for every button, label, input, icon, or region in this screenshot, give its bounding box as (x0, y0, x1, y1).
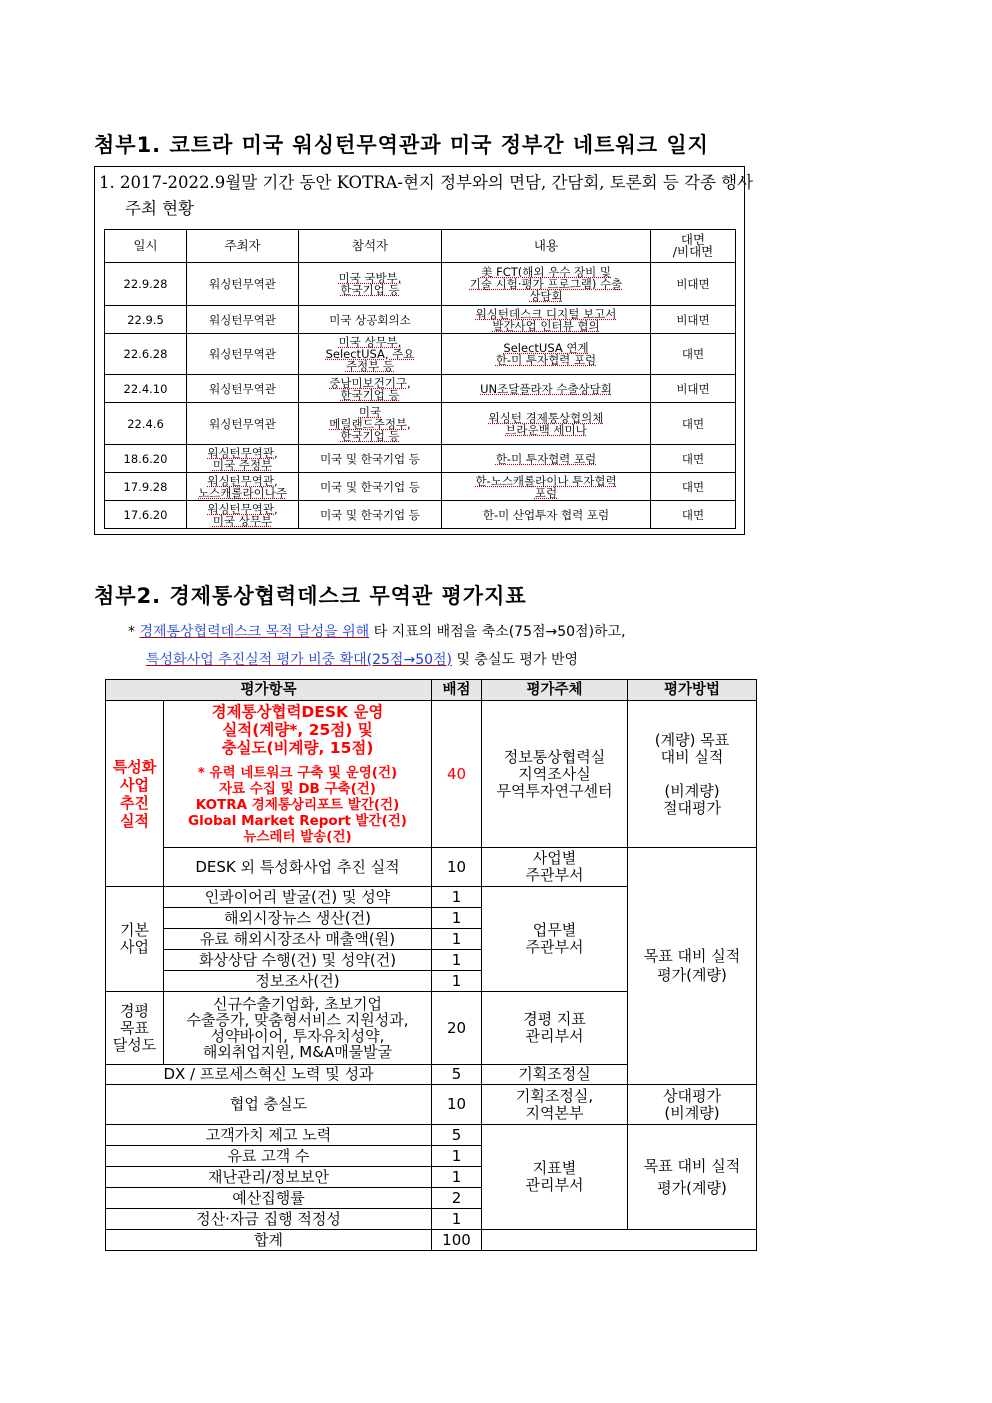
cell-host: 워싱턴무역관 (187, 306, 299, 334)
other-item: 고객가치 제고 노력 (106, 1125, 432, 1146)
table-row (106, 1085, 757, 1125)
cell-content: 워싱턴데스크 디지털 보고서 발간사업 인터뷰 협의 (442, 306, 651, 334)
note-link-weight: 특성화사업 추진실적 평가 비중 확대(25점→50점) (146, 652, 452, 668)
basic-score: 1 (432, 908, 482, 929)
table-row (106, 701, 757, 848)
other-item: 정산·자금 집행 적정성 (106, 1209, 432, 1230)
cell-mode: 대면 (651, 334, 736, 375)
other-score: 1 (432, 1209, 482, 1230)
col-item: 평가항목 (106, 680, 432, 701)
other-item: 재난관리/정보보안 (106, 1167, 432, 1188)
total-label: 합계 (106, 1230, 432, 1251)
mgmt-evaluator: 경평 지표 관리부서 (482, 992, 628, 1065)
cell-content: 한-미 투자협력 포럼 (442, 445, 651, 473)
basic-score: 1 (432, 950, 482, 971)
cell-mode: 대면 (651, 473, 736, 501)
other-item: 예산집행률 (106, 1188, 432, 1209)
network-log-box (94, 166, 754, 535)
table-row (105, 334, 736, 375)
note-text-1: 타 지표의 배점을 축소(75점→50점)하고, (369, 624, 626, 640)
cell-host: 워싱턴무역관, 미국 주정부 (187, 445, 299, 473)
desk-other-score: 10 (432, 848, 482, 887)
desk-item-title: 경제통상협력DESK 운영 실적(계량*, 25점) 및 충실도(비계량, 15점) (211, 703, 384, 757)
cell-mode: 비대면 (651, 263, 736, 306)
desk-item-score: 40 (432, 701, 482, 848)
cell-host: 워싱턴무역관, 미국 상무부 (187, 501, 299, 529)
basic-item: 유료 해외시장조사 매출액(원) (164, 929, 432, 950)
cell-attendees: 미국 및 한국기업 등 (299, 473, 442, 501)
other-evaluator: 지표별 관리부서 (482, 1125, 628, 1230)
cell-date: 17.6.20 (105, 501, 187, 529)
attachment2-heading: 첨부2. 경제통상협력데스크 무역관 평가지표 (94, 584, 527, 608)
cell-date: 22.6.28 (105, 334, 187, 375)
col-attendees: 참석자 (299, 230, 442, 263)
cell-date: 17.9.28 (105, 473, 187, 501)
cell-attendees: 중남미보건기구, 한국기업 등 (299, 375, 442, 403)
other-score: 1 (432, 1167, 482, 1188)
dx-score: 5 (432, 1065, 482, 1085)
cell-date: 22.4.10 (105, 375, 187, 403)
method-target: 목표 대비 실적 평가(계량) (628, 848, 757, 1085)
table-row (105, 501, 736, 529)
group-basic: 기본 사업 (106, 887, 164, 992)
basic-score: 1 (432, 929, 482, 950)
cell-date: 22.4.6 (105, 403, 187, 445)
table-row (105, 263, 736, 306)
collab-evaluator: 기획조정실, 지역본부 (482, 1085, 628, 1125)
cell-host: 워싱턴무역관 (187, 263, 299, 306)
table-row (106, 1125, 757, 1146)
col-method: 평가방법 (628, 680, 757, 701)
table-row (105, 445, 736, 473)
collab-method: 상대평가 (비계량) (628, 1085, 757, 1125)
note-bullet: * (128, 624, 135, 640)
table-row (106, 848, 757, 887)
cell-content: SelectUSA 연계 한-미 투자협력 포럼 (442, 334, 651, 375)
table-row (105, 473, 736, 501)
mgmt-score: 20 (432, 992, 482, 1065)
basic-item: 인콰이어리 발굴(건) 및 성약 (164, 887, 432, 908)
cell-host: 워싱턴무역관, 노스캐롤라이나주 (187, 473, 299, 501)
desk-item-evaluator: 정보통상협력실 지역조사실 무역투자연구센터 (482, 701, 628, 848)
cell-content: 한-미 산업투자 협력 포럼 (442, 501, 651, 529)
cell-attendees: 미국 국방부, 한국기업 등 (299, 263, 442, 306)
dx-item: DX / 프로세스혁신 노력 및 성과 (106, 1065, 432, 1085)
basic-evaluator: 업무별 주관부서 (482, 887, 628, 992)
basic-item: 정보조사(건) (164, 971, 432, 992)
table-row (105, 375, 736, 403)
cell-host: 워싱턴무역관 (187, 375, 299, 403)
basic-item: 해외시장뉴스 생산(건) (164, 908, 432, 929)
cell-date: 22.9.28 (105, 263, 187, 306)
network-log-title: 1. 2017-2022.9월말 기간 동안 KOTRA-현지 정부와의 면담, 간담회, 토론회 등 각종 행사 주최 현황 (99, 173, 754, 218)
cell-mode: 대면 (651, 501, 736, 529)
col-content: 내용 (442, 230, 651, 263)
note-line-2 (146, 649, 578, 669)
col-host: 주최자 (187, 230, 299, 263)
cell-attendees: 미국 상무부, SelectUSA, 주요 주정부 등 (299, 334, 442, 375)
note-line-1 (128, 621, 626, 641)
note-text-2: 및 충실도 평가 반영 (452, 652, 578, 668)
other-score: 5 (432, 1125, 482, 1146)
dx-evaluator: 기획조정실 (482, 1065, 628, 1085)
network-log-table (104, 229, 736, 529)
cell-date: 22.9.5 (105, 306, 187, 334)
cell-mode: 비대면 (651, 306, 736, 334)
cell-host: 워싱턴무역관 (187, 403, 299, 445)
desk-item-detail: * 유력 네트워크 구축 및 운영(건) 자료 수집 및 DB 구축(건) KOTRA 경제통상리포트 발간(건) Global Market Report 발간(건) 뉴스레터 발송(건) (188, 765, 407, 845)
basic-item: 화상상담 수행(건) 및 성약(건) (164, 950, 432, 971)
total-score: 100 (432, 1230, 482, 1251)
other-score: 2 (432, 1188, 482, 1209)
table-row (105, 306, 736, 334)
cell-content: 한-노스캐롤라이나 투자협력 포럼 (442, 473, 651, 501)
basic-score: 1 (432, 887, 482, 908)
group-mgmt: 경평 목표 달성도 (106, 992, 164, 1065)
note-link-purpose: 경제통상협력데스크 목적 달성을 위해 (139, 624, 370, 640)
total-empty (482, 1230, 757, 1251)
cell-content: 워싱턴 경제통상협의체 브라운백 세미나 (442, 403, 651, 445)
cell-date: 18.6.20 (105, 445, 187, 473)
cell-mode: 대면 (651, 403, 736, 445)
cell-content: 美 FCT(해외 우수 장비 및 기술 시험·평가 프로그램) 수출 상담회 (442, 263, 651, 306)
basic-score: 1 (432, 971, 482, 992)
col-mode: 대면 /비대면 (651, 230, 736, 263)
desk-item-method: (계량) 목표 대비 실적 (비계량) 절대평가 (628, 701, 757, 848)
mgmt-item: 신규수출기업화, 초보기업 수출증가, 맞춤형서비스 지원성과, 성약바이어, 투자유치성약, 해외취업지원, M&A매물발굴 (164, 992, 432, 1065)
table-row (105, 403, 736, 445)
collab-score: 10 (432, 1085, 482, 1125)
cell-mode: 비대면 (651, 375, 736, 403)
group-special: 특성화 사업 추진 실적 (106, 701, 164, 887)
other-item: 유료 고객 수 (106, 1146, 432, 1167)
col-evaluator: 평가주체 (482, 680, 628, 701)
col-score: 배점 (432, 680, 482, 701)
total-row (106, 1230, 757, 1251)
desk-other-item: DESK 외 특성화사업 추진 실적 (164, 848, 432, 887)
attachment1-heading: 첨부1. 코트라 미국 워싱턴무역관과 미국 정부간 네트워크 일지 (94, 133, 709, 157)
collab-item: 협업 충실도 (106, 1085, 432, 1125)
cell-content: UN조달플라자 수출상담회 (442, 375, 651, 403)
other-method: 목표 대비 실적 평가(계량) (628, 1125, 757, 1230)
col-date: 일시 (105, 230, 187, 263)
table-header-row (105, 230, 736, 263)
table-header-row (106, 680, 757, 701)
cell-mode: 대면 (651, 445, 736, 473)
desk-other-evaluator: 사업별 주관부서 (482, 848, 628, 887)
evaluation-index-table (105, 679, 757, 1251)
other-score: 1 (432, 1146, 482, 1167)
cell-attendees: 미국 상공회의소 (299, 306, 442, 334)
cell-attendees: 미국 및 한국기업 등 (299, 445, 442, 473)
cell-host: 워싱턴무역관 (187, 334, 299, 375)
cell-attendees: 미국 메릴랜드주정부, 한국기업 등 (299, 403, 442, 445)
desk-item (164, 701, 432, 848)
cell-attendees: 미국 및 한국기업 등 (299, 501, 442, 529)
